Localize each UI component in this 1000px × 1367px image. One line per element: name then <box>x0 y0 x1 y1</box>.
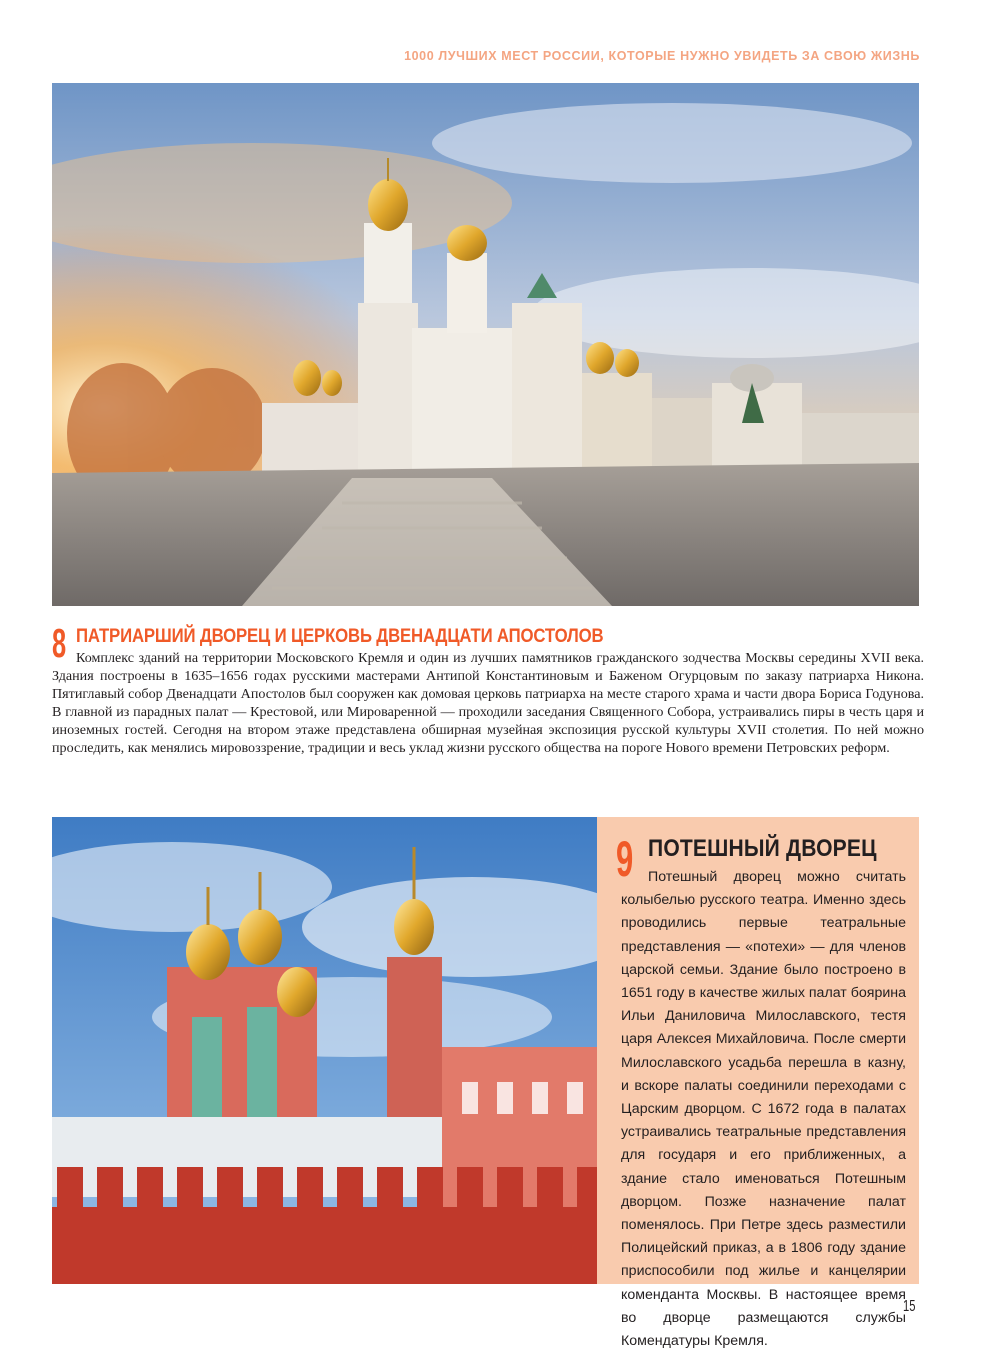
entry-8-number: 8 <box>52 620 67 666</box>
kremlin-square-photo <box>52 83 919 606</box>
poteshny-palace-photo <box>52 817 597 1284</box>
entry-8-body: Комплекс зданий на территории Московского Кремля и один из лучших памятников гражданского зодчества Москвы середины XVII века. Здания построены в 1635–1656 годах русскими мастерами Антипой Константиновым и Баженом Огурцовым по заказу патриарха Никона. Пятиглавый собор Двенадцати Апостолов был сооружен как домовая церковь патриарха на месте старого храма и части двора Бориса Годунова. В главной из парадных палат — Крестовой, или Мироваренной — проходили заседания Священного Собора, устраивались пиры в честь царя и иноземных гостей. Сегодня на втором этаже представлена обширная музейная экспозиция русской культуры XVII столетия. По ней можно проследить, как менялись мировоззрение, традиции и весь уклад жизни русского общества на пороге Нового времени Петровских реформ. <box>52 650 924 756</box>
page-number: 15 <box>903 1298 916 1315</box>
entry-9-number: 9 <box>616 831 634 887</box>
entry-8-title: ПАТРИАРШИЙ ДВОРЕЦ И ЦЕРКОВЬ ДВЕНАДЦАТИ АПОСТОЛОВ <box>76 625 604 647</box>
entry-9-title: ПОТЕШНЫЙ ДВОРЕЦ <box>648 835 877 862</box>
entry-9-body: Потешный дворец можно считать колыбелью русского театра. Именно здесь проводились первые театральные представления — «потехи» — для членов царской семьи. Здание было построено в 1651 году в качестве жилых палат боярина Ильи Даниловича Милославского, тестя царя Алексея Михайловича. После смерти Милославского усадьба перешла в казну, и вскоре палаты соединили переходами с Царским дворцом. С 1672 года в палатах устраивались театральные представления для государя и его приближенных, а здание стало именоваться Потешным дворцом. Позже назначение палат поменялось. При Петре здесь разместили Полицейский приказ, а в 1806 году здание приспособили под жилье и канцелярии коменданта Москвы. В настоящее время во дворце размещаются службы Комендатуры Кремля. <box>621 869 906 1350</box>
running-head: 1000 ЛУЧШИХ МЕСТ РОССИИ, КОТОРЫЕ НУЖНО УВИДЕТЬ ЗА СВОЮ ЖИЗНЬ <box>404 49 920 63</box>
